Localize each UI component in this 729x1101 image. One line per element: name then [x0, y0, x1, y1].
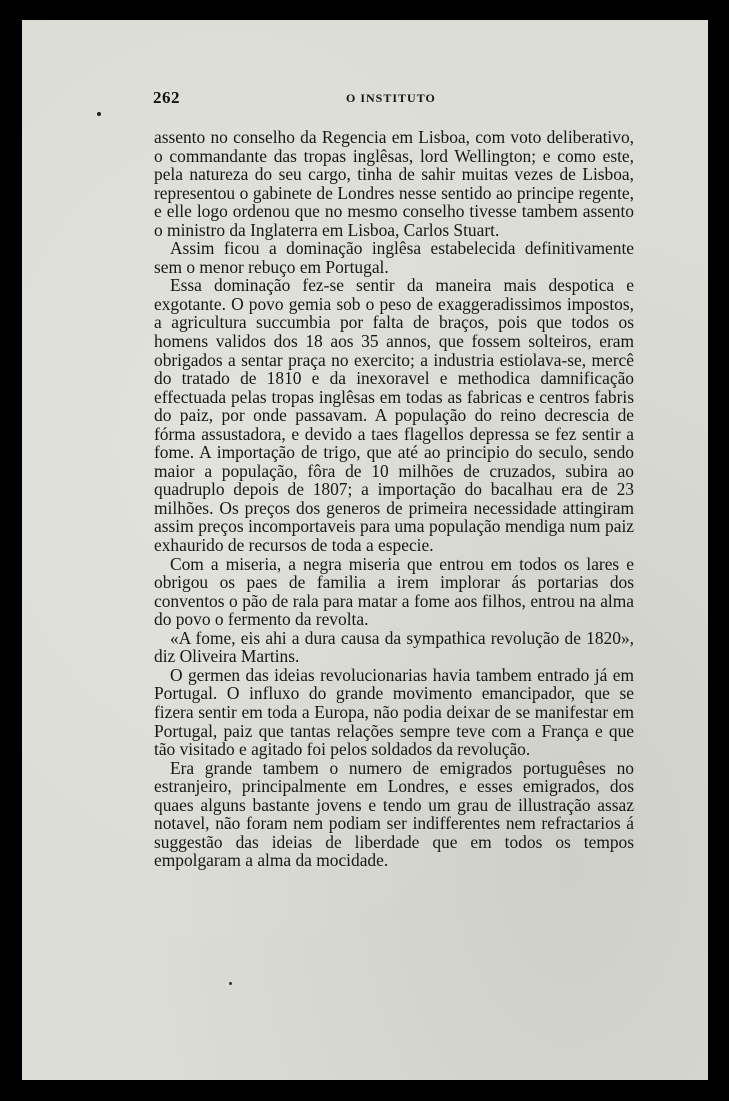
- paragraph: Era grande tambem o numero de emigrados portuguêses no estranjeiro, principalmente em Londres, e esses emigrados, dos quaes alguns bastante jovens e tendo um grau de illustração assaz notavel, não foram nem podiam ser indifferentes nem refractarios á suggestão das ideias de liberdade que em todos os tempos empolgaram a alma da mocidade.: [154, 757, 634, 871]
- ink-speck: [229, 982, 232, 985]
- paragraph: Assim ficou a dominação inglêsa estabelecida definitivamente sem o menor rebuço em Portugal.: [154, 238, 634, 277]
- paragraph: Essa dominação fez-se sentir da maneira mais despotica e exgotante. O povo gemia sob o peso de exaggeradissimos impostos, a agricultura succumbia por falta de braços, pois que todos os homens validos dos 18 aos 35 annos, que fossem solteiros, eram obrigados a sentar praça no exercito; a industria estiolava-se, mercê do tratado de 1810 e da inexoravel e methodica damnificação effectuada pelas tropas inglêsas em todas as fabricas e centros fabris do paiz, por onde passavam. A população do reino decrescia de fórma assustadora, e devido a taes flagellos depressa se fez sentir a fome. A importação de trigo, que até ao principio do seculo, sendo maior a população, fôra de 10 milhões de cruzados, subira ao quadruplo depois de 1807; a importação do bacalhau era de 23 milhões. Os preços dos generos de primeira necessidade attingiram assim preços incomportaveis para uma população mendiga num paiz exhaurido de recursos de toda a especie.: [154, 275, 634, 556]
- page-header: [153, 88, 653, 110]
- book-page: [22, 20, 708, 1080]
- paragraph: Com a miseria, a negra miseria que entrou em todos os lares e obrigou os paes de familia a irem implorar ás portarias dos conventos o pão de rala para matar a fome aos filhos, entrou na alma do povo o fermento da revolta.: [154, 553, 634, 630]
- paragraph: O germen das ideias revolucionarias havia tambem entrado já em Portugal. O influxo do grande movimento emancipador, que se fizera sentir em toda a Europa, não podia deixar de se manifestar em Portugal, paiz que tantas relações sempre teve com a França e que tão visitado e agitado foi pelos soldados da revolução.: [154, 664, 634, 760]
- page-number: 262: [153, 88, 180, 107]
- ink-speck: [97, 112, 101, 116]
- body-text: [154, 128, 634, 870]
- paragraph: assento no conselho da Regencia em Lisboa, com voto deliberativo, o commandante das tropas inglêsas, lord Wellington; e como este, pela natureza do seu cargo, tinha de sahir muitas vezes de Lisboa, representou o gabinete de Londres nesse sentido ao principe regente, e elle logo ordenou que no mesmo conselho tivesse tambem assento o ministro da Inglaterra em Lisboa, Carlos Stuart.: [154, 127, 634, 240]
- running-title: O INSTITUTO: [346, 91, 436, 105]
- paragraph: «A fome, eis ahi a dura causa da sympathica revolução de 1820», diz Oliveira Martins.: [154, 627, 634, 667]
